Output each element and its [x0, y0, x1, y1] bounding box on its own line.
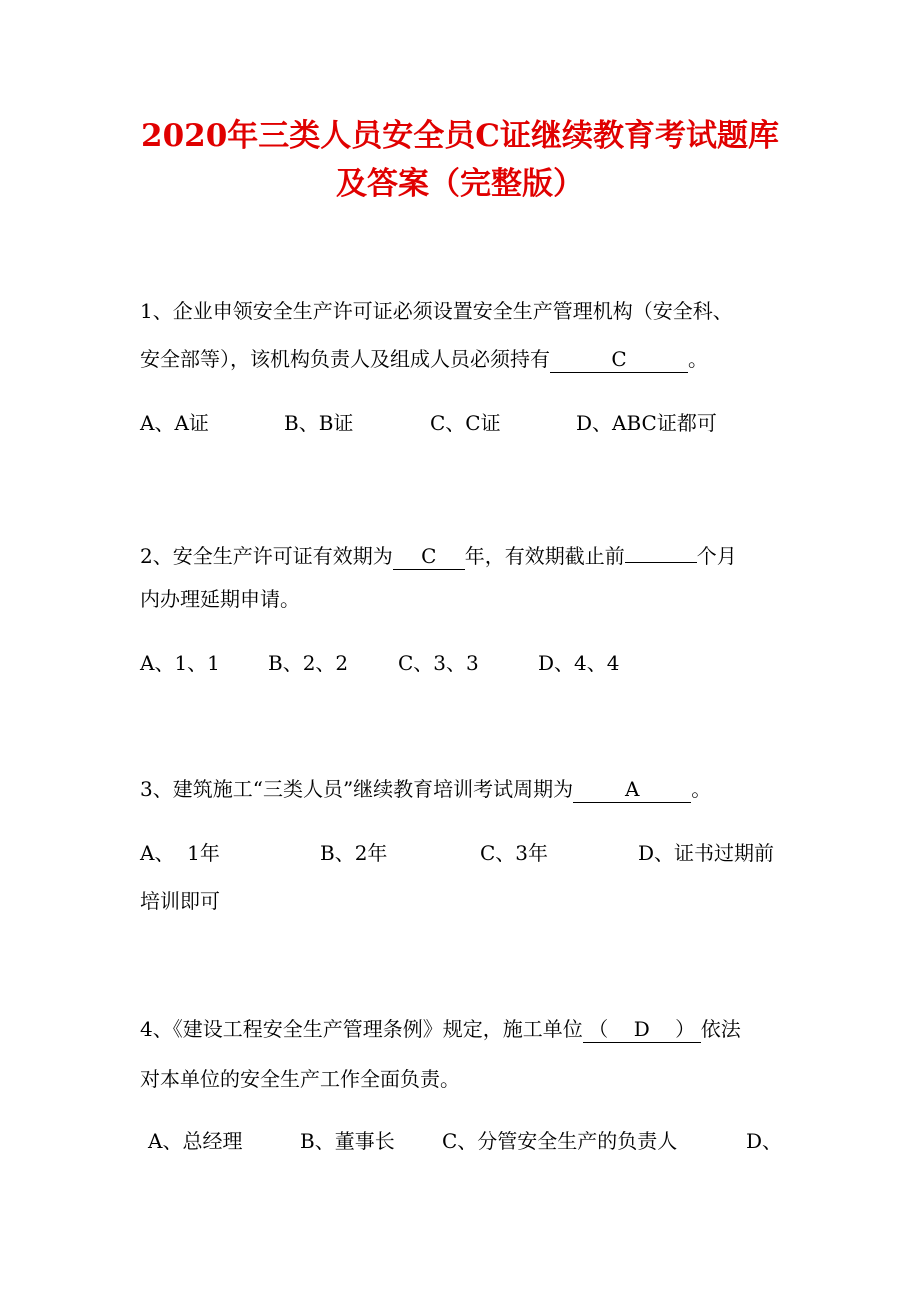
question-1-text-cont: 安全部等），该机构负责人及组成人员必须持有 [140, 347, 550, 371]
question-1-option-d: D、ABC证都可 [576, 411, 717, 435]
question-3-text: 3、建筑施工“三类人员”继续教育培训考试周期为 [140, 777, 574, 801]
question-2-stem-line-2 [140, 584, 300, 614]
question-3-option-a: A、 1年 [140, 841, 220, 865]
document-title-line-1: 2020年三类人员安全员C证继续教育考试题库 [141, 118, 779, 154]
question-2-text-end: 个月 [696, 544, 737, 568]
question-4-option-a: A、总经理 [148, 1129, 243, 1153]
question-4-option-c: C、分管安全生产的负责人 [442, 1129, 678, 1153]
question-2-text-cont: 内办理延期申请。 [140, 587, 300, 611]
question-3-stem-line-1 [140, 774, 711, 804]
question-3-option-d-cont: 培训即可 [140, 889, 220, 913]
question-3-answer-blank: A [573, 776, 691, 803]
question-4-text-end: 依法 [700, 1017, 741, 1041]
question-1-stem-line-1 [140, 296, 733, 326]
question-4-stem-line-1 [140, 1014, 741, 1044]
question-2-option-c: C、3、3 [398, 651, 479, 675]
question-2-answer-blank-1: C [393, 543, 465, 570]
question-4-option-d: D、 [746, 1129, 783, 1153]
question-1-end: 。 [688, 347, 708, 371]
question-3-end: 。 [691, 777, 712, 801]
question-4-stem-line-2 [140, 1064, 460, 1094]
question-4-option-b: B、董事长 [300, 1129, 395, 1153]
question-2-text: 2、安全生产许可证有效期为 [140, 544, 393, 568]
question-1-text: 1、企业申领安全生产许可证必须设置安全生产管理机构（安全科、 [140, 299, 733, 323]
question-3-option-d: D、证书过期前 [638, 841, 775, 865]
question-2-stem-line-1 [140, 536, 737, 571]
question-2-answer-blank-2 [625, 536, 697, 563]
question-1-answer-blank: C [550, 346, 688, 373]
question-4-text-cont: 对本单位的安全生产工作全面负责。 [140, 1067, 460, 1091]
question-2-option-b: B、2、2 [268, 651, 349, 675]
question-1-option-c: C、C证 [430, 411, 501, 435]
question-4-text: 4、《建设工程安全生产管理条例》规定，施工单位 [140, 1017, 583, 1041]
document-title-line-2: 及答案（完整版） [336, 166, 584, 202]
question-2-text-mid: 年，有效期截止前 [464, 544, 625, 568]
question-1-option-b: B、B证 [284, 411, 354, 435]
question-3-option-b: B、2年 [320, 841, 388, 865]
question-4-answer-blank: （ D ） [583, 1016, 701, 1043]
question-1-stem-line-2 [140, 344, 708, 374]
question-2-option-d: D、4、4 [538, 651, 620, 675]
question-2-option-a: A、1、1 [140, 651, 220, 675]
question-1-option-a: A、A证 [140, 411, 209, 435]
question-3-option-c: C、3年 [480, 841, 549, 865]
